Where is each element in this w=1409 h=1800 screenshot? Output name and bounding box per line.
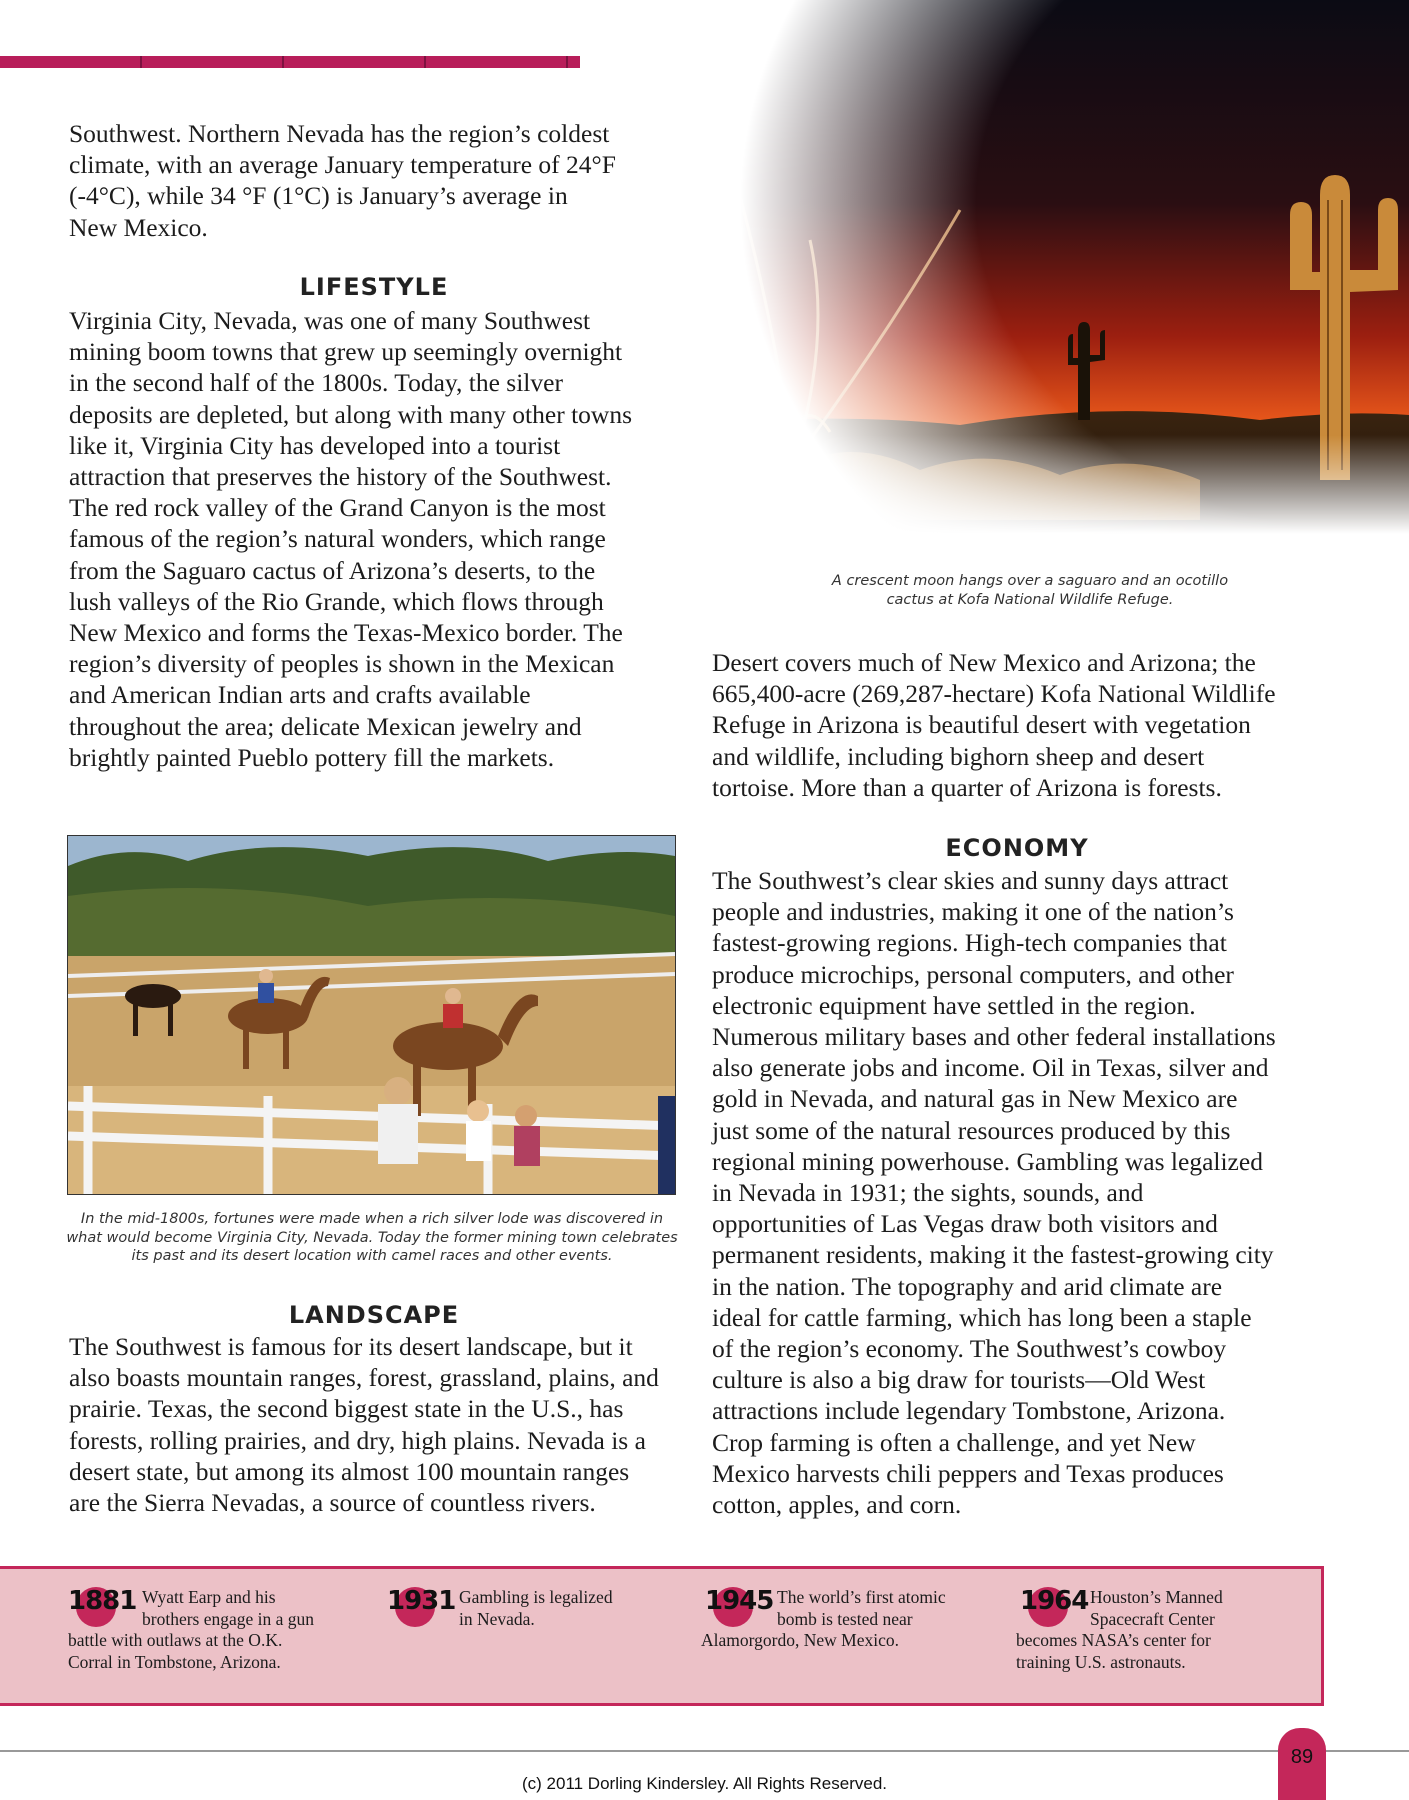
text-line: tortoise. More than a quarter of Arizona is forests. bbox=[712, 772, 1222, 802]
text-line: in the nation. The topography and arid climate are bbox=[712, 1271, 1223, 1301]
text-line: of the region’s economy. The Southwest’s cowboy bbox=[712, 1334, 1227, 1364]
text-line: ideal for cattle farming, which has long been a staple bbox=[712, 1302, 1252, 1332]
page-number: 89 bbox=[1290, 1746, 1314, 1768]
text-line: Desert covers much of New Mexico and Arizona; the bbox=[712, 648, 1256, 677]
camel-race-photo bbox=[67, 835, 676, 1195]
landscape-paragraph bbox=[69, 1331, 699, 1518]
text-line: Southwest. Northern Nevada has the region’s coldest bbox=[69, 119, 610, 148]
text-line: The world’s first atomic bbox=[777, 1587, 946, 1607]
caption-line: what would become Virginia City, Nevada. Today the former mining town celebrates bbox=[66, 1229, 678, 1246]
text-line: like it, Virginia City has developed into a tourist bbox=[69, 430, 561, 460]
timeline-item bbox=[701, 1587, 971, 1652]
year-badge bbox=[705, 1586, 774, 1625]
desert-moon-photo bbox=[660, 0, 1409, 580]
intro-paragraph bbox=[69, 118, 669, 243]
text-line: in Nevada. bbox=[459, 1608, 535, 1629]
text-line: climate, with an average January temperature of 24°F bbox=[69, 150, 616, 180]
camel-race-illustration bbox=[68, 836, 675, 1194]
footer-rule bbox=[0, 1750, 1409, 1752]
text-line: Numerous military bases and other federal installations bbox=[712, 1022, 1276, 1052]
text-line: Spacecraft Center bbox=[1090, 1608, 1215, 1629]
timeline-item bbox=[68, 1587, 338, 1673]
text-line: bomb is tested near bbox=[777, 1608, 913, 1629]
timeline-year: 1945 bbox=[705, 1586, 774, 1616]
text-line: mining boom towns that grew up seemingly overnight bbox=[69, 337, 623, 367]
camel-photo-caption bbox=[62, 1210, 682, 1266]
text-line: Corral in Tombstone, Arizona. bbox=[68, 1651, 281, 1672]
caption-line: its past and its desert location with camel races and other events. bbox=[131, 1248, 613, 1264]
text-line: in the second half of the 1800s. Today, the silver bbox=[69, 368, 563, 398]
text-line: also generate jobs and income. Oil in Texas, silver and bbox=[712, 1053, 1269, 1083]
text-line: Alamorgordo, New Mexico. bbox=[701, 1630, 899, 1650]
text-line: people and industries, making it one of the nation’s bbox=[712, 897, 1234, 927]
text-line: throughout the area; delicate Mexican jewelry and bbox=[69, 711, 582, 741]
text-line: Refuge in Arizona is beautiful desert with vegetation bbox=[712, 710, 1251, 740]
text-line: 665,400-acre (269,287-hectare) Kofa National Wildlife bbox=[712, 679, 1276, 709]
year-badge bbox=[387, 1586, 456, 1625]
timeline-item bbox=[387, 1587, 657, 1630]
copyright-notice: (c) 2011 Dorling Kindersley. All Rights Reserved. bbox=[521, 1774, 888, 1793]
text-line: prairie. Texas, the second biggest state in the U.S., has bbox=[69, 1394, 624, 1424]
text-line: famous of the region’s natural wonders, which range bbox=[69, 524, 606, 554]
text-line: culture is also a big draw for tourists—Old West bbox=[712, 1365, 1206, 1395]
text-line: regional mining powerhouse. Gambling was legalized bbox=[712, 1146, 1263, 1176]
text-line: The Southwest’s clear skies and sunny days attract bbox=[712, 866, 1229, 895]
text-line: Virginia City, Nevada, was one of many Southwest bbox=[69, 306, 591, 335]
caption-line: A crescent moon hangs over a saguaro and an ocotillo bbox=[831, 573, 1229, 589]
text-line: also boasts mountain ranges, forest, grassland, plains, and bbox=[69, 1363, 659, 1393]
economy-heading: ECONOMY bbox=[945, 834, 1089, 862]
text-line: just some of the natural resources produced by this bbox=[712, 1115, 1231, 1145]
text-line: in Nevada in 1931; the sights, sounds, and bbox=[712, 1178, 1144, 1208]
timeline-box bbox=[0, 1566, 1324, 1706]
text-line: battle with outlaws at the O.K. bbox=[68, 1630, 283, 1650]
text-line: brightly painted Pueblo pottery fill the markets. bbox=[69, 742, 555, 772]
text-line: attractions include legendary Tombstone, Arizona. bbox=[712, 1396, 1226, 1426]
text-line: electronic equipment have settled in the region. bbox=[712, 990, 1196, 1020]
timeline-item bbox=[1016, 1587, 1286, 1673]
text-line: deposits are depleted, but along with many other towns bbox=[69, 399, 633, 429]
text-line: (-4°C), while 34 °F (1°C) is January’s average in bbox=[69, 181, 568, 211]
year-badge bbox=[1020, 1586, 1089, 1625]
top-decorative-bar bbox=[0, 56, 580, 68]
text-line: brothers engage in a gun bbox=[142, 1608, 315, 1629]
text-line: Crop farming is often a challenge, and yet New bbox=[712, 1427, 1196, 1457]
caption-line: In the mid-1800s, fortunes were made when a rich silver lode was discovered in bbox=[80, 1211, 664, 1227]
text-line: The red rock valley of the Grand Canyon is the most bbox=[69, 493, 606, 523]
text-line: fastest-growing regions. High-tech companies that bbox=[712, 928, 1227, 958]
text-line: lush valleys of the Rio Grande, which flows through bbox=[69, 586, 604, 616]
desert-paragraph bbox=[712, 647, 1352, 803]
text-line: The Southwest is famous for its desert landscape, but it bbox=[69, 1332, 633, 1361]
year-badge bbox=[68, 1586, 137, 1625]
text-line: are the Sierra Nevadas, a source of countless rivers. bbox=[69, 1488, 596, 1518]
text-line: Mexico harvests chili peppers and Texas produces bbox=[712, 1458, 1224, 1488]
text-line: and American Indian arts and crafts available bbox=[69, 680, 531, 710]
text-line: Wyatt Earp and his bbox=[142, 1587, 276, 1607]
text-line: region’s diversity of peoples is shown in the Mexican bbox=[69, 649, 615, 679]
text-line: becomes NASA’s center for bbox=[1016, 1630, 1211, 1650]
timeline-year: 1931 bbox=[387, 1586, 456, 1616]
text-line: gold in Nevada, and natural gas in New Mexico are bbox=[712, 1084, 1238, 1114]
text-line: desert state, but among its almost 100 mountain ranges bbox=[69, 1456, 630, 1486]
timeline-year: 1964 bbox=[1020, 1586, 1089, 1616]
desert-moon-illustration bbox=[660, 0, 1409, 580]
landscape-heading: LANDSCAPE bbox=[288, 1301, 460, 1329]
text-line: opportunities of Las Vegas draw both visitors and bbox=[712, 1209, 1218, 1239]
text-line: Gambling is legalized bbox=[459, 1587, 613, 1607]
text-line: forests, rolling prairies, and dry, high plains. Nevada is a bbox=[69, 1425, 646, 1455]
text-line: permanent residents, making it the fastest-growing city bbox=[712, 1240, 1274, 1270]
text-line: and wildlife, including bighorn sheep and desert bbox=[712, 741, 1205, 771]
text-line: New Mexico and forms the Texas-Mexico border. The bbox=[69, 618, 623, 648]
text-line: training U.S. astronauts. bbox=[1016, 1651, 1186, 1672]
text-line: New Mexico. bbox=[69, 212, 208, 242]
text-line: attraction that preserves the history of the Southwest. bbox=[69, 462, 612, 492]
text-line: produce microchips, personal computers, and other bbox=[712, 959, 1234, 989]
timeline-year: 1881 bbox=[68, 1586, 137, 1616]
caption-line: cactus at Kofa National Wildlife Refuge. bbox=[886, 591, 1174, 608]
text-line: cotton, apples, and corn. bbox=[712, 1490, 962, 1520]
lifestyle-paragraph bbox=[69, 305, 689, 773]
desert-photo-caption bbox=[710, 572, 1350, 609]
text-line: from the Saguaro cactus of Arizona’s deserts, to the bbox=[69, 555, 596, 585]
text-line: Houston’s Manned bbox=[1090, 1587, 1223, 1607]
lifestyle-heading: LIFESTYLE bbox=[299, 273, 449, 301]
economy-paragraph bbox=[712, 865, 1352, 1520]
